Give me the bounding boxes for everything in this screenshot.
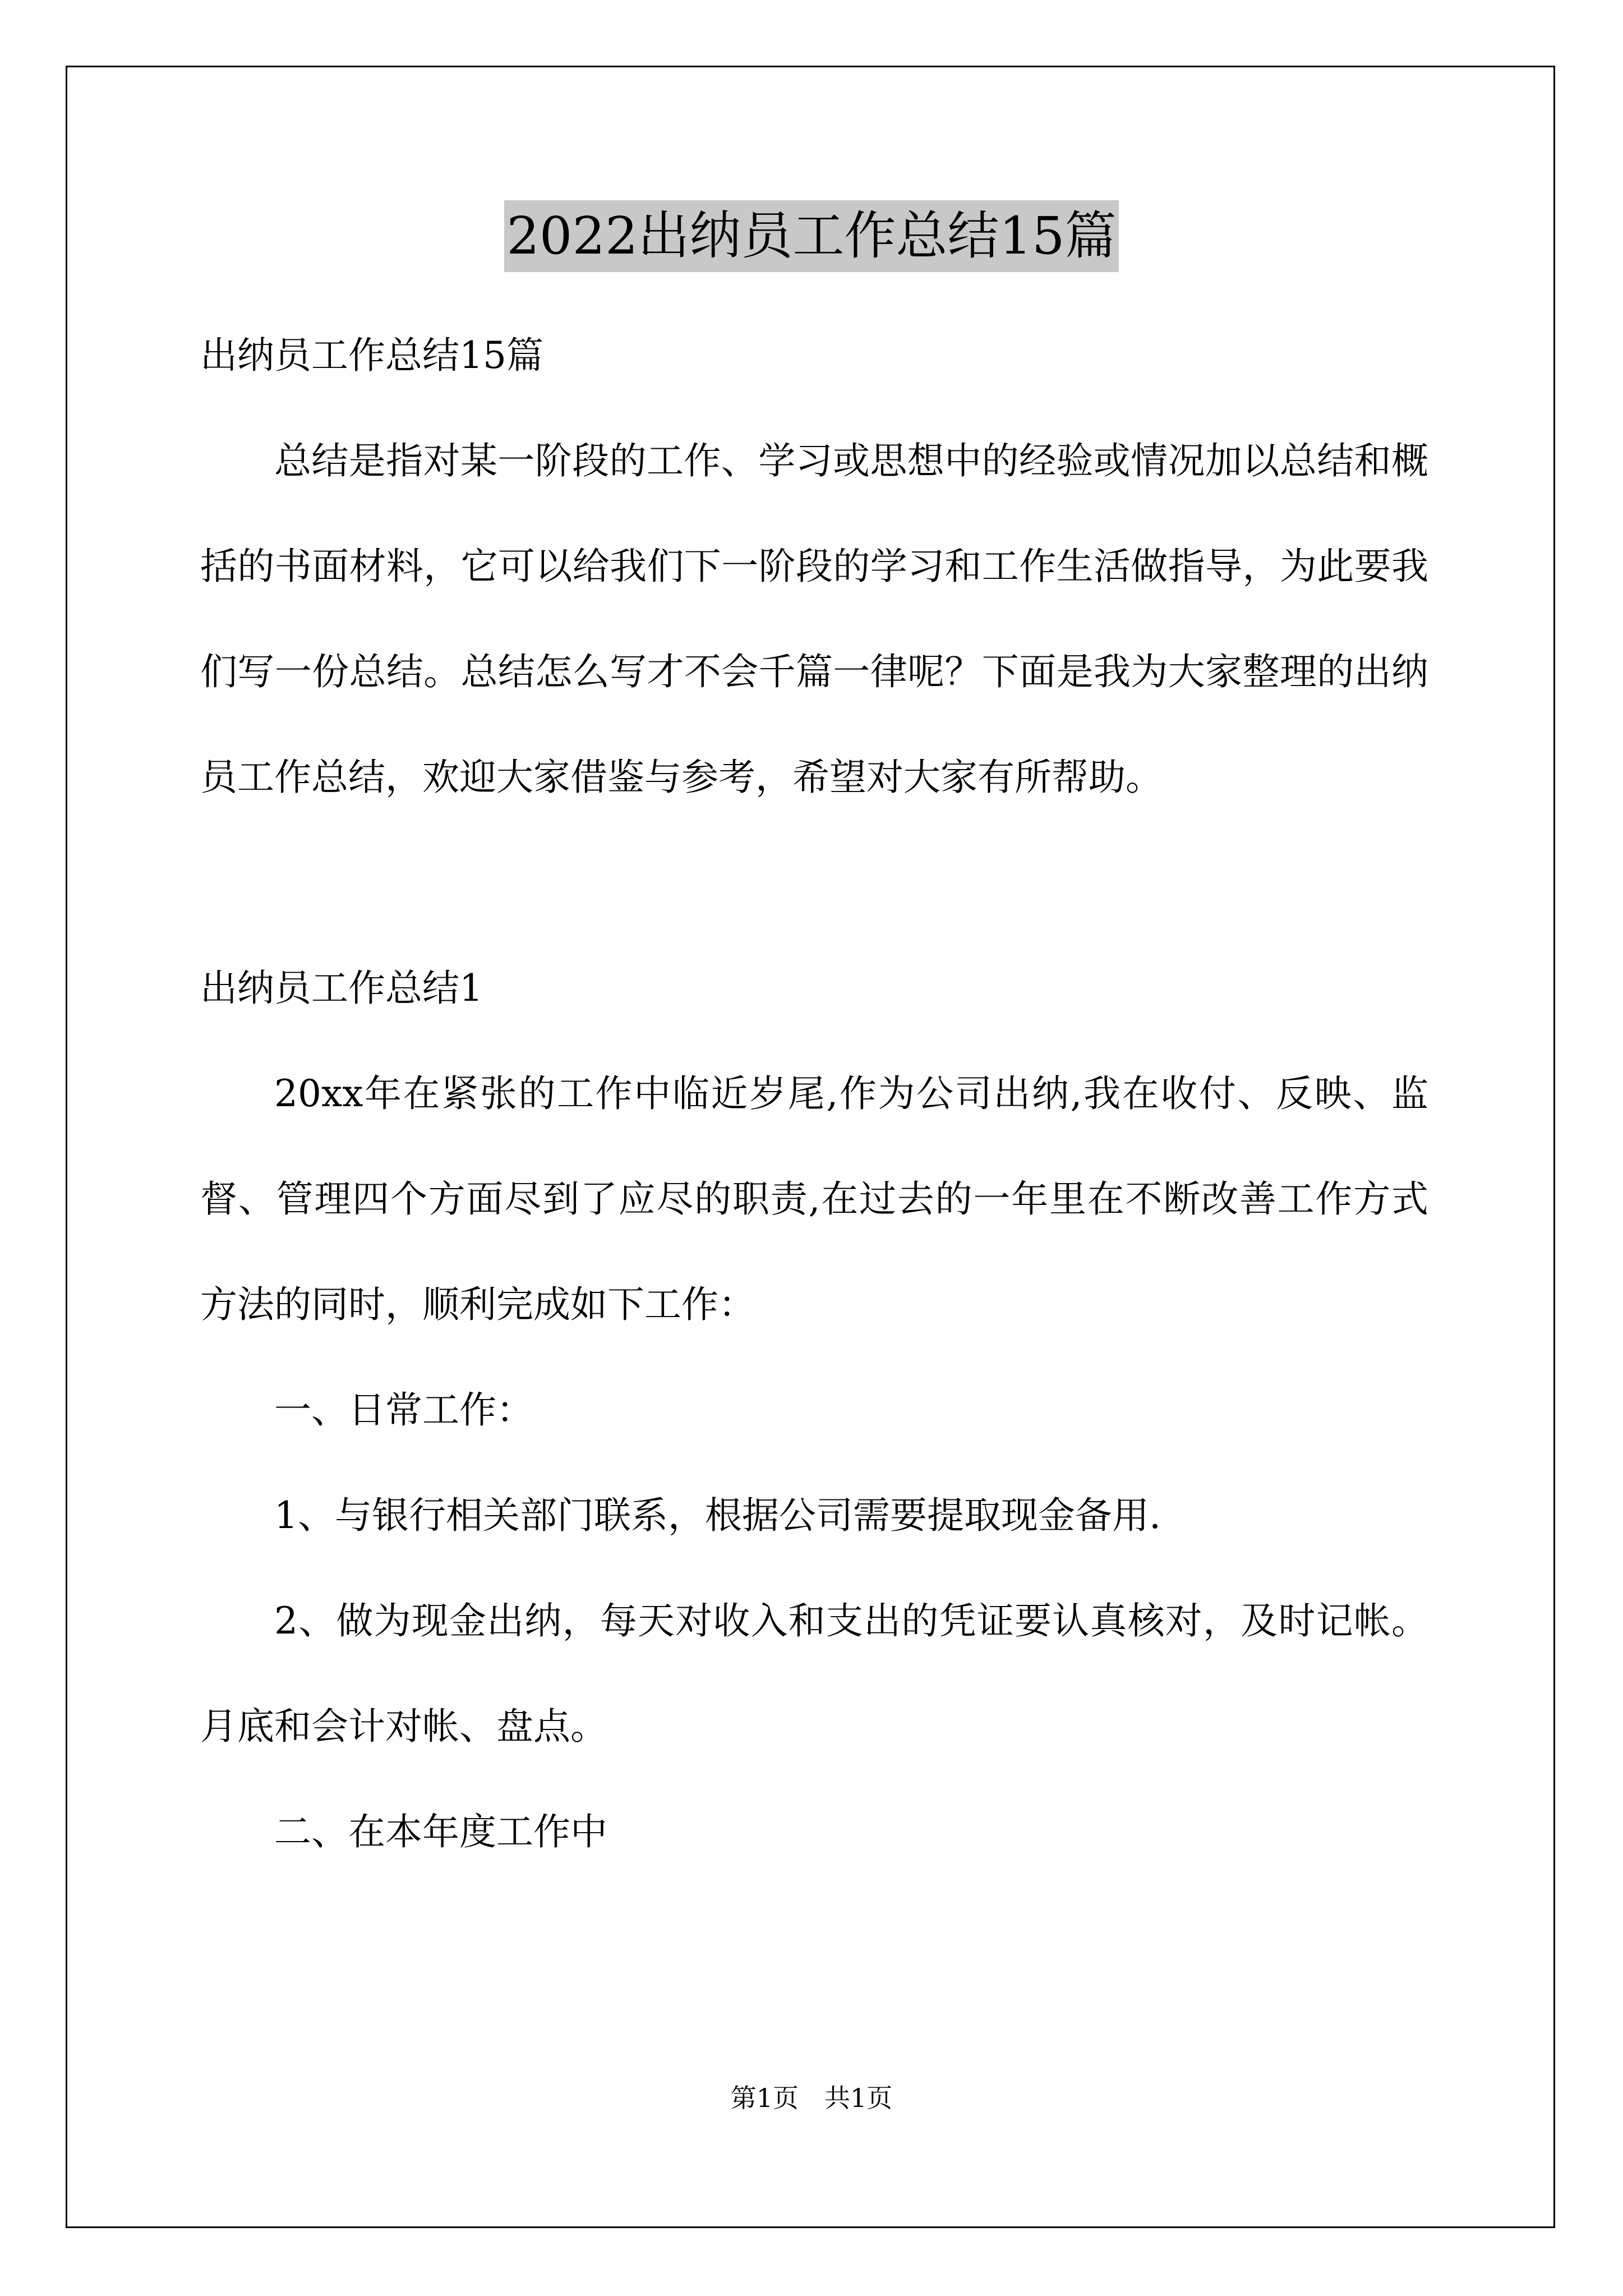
intro-paragraph: 总结是指对某一阶段的工作、学习或思想中的经验或情况加以总结和概括的书面材料，它可以给我们下一阶段的学习和工作生活做指导，为此要我们写一份总结。总结怎么写才不会千篇一律呢？下面是我为大家整理的出纳员工作总结，欢迎大家借鉴与参考，希望对大家有所帮助。 [200, 439, 1428, 799]
list-item: 2、做为现金出纳，每天对收入和支出的凭证要认真核对，及时记帐。月底和会计对帐、盘点。 [200, 1599, 1428, 1748]
page-footer: 第1页 共1页 [730, 2083, 893, 2113]
item-heading-annual-work: 二、在本年度工作中 [274, 1810, 607, 1853]
document-body [200, 303, 1428, 1885]
paragraph-spacer [200, 830, 1428, 936]
document-title: 2022出纳员工作总结15篇 [504, 200, 1118, 272]
item-heading-daily-work: 一、日常工作： [274, 1388, 533, 1432]
document-subtitle: 出纳员工作总结15篇 [200, 334, 543, 377]
list-item: 1、与银行相关部门联系，根据公司需要提取现金备用. [274, 1494, 1161, 1537]
section-heading: 出纳员工作总结1 [200, 967, 483, 1010]
section-paragraph: 20xx年在紧张的工作中临近岁尾,作为公司出纳,我在收付、反映、监督、管理四个方面尽到了应尽的职责,在过去的一年里在不断改善工作方式方法的同时，顺利完成如下工作： [200, 1072, 1428, 1326]
title-container [0, 200, 1623, 272]
